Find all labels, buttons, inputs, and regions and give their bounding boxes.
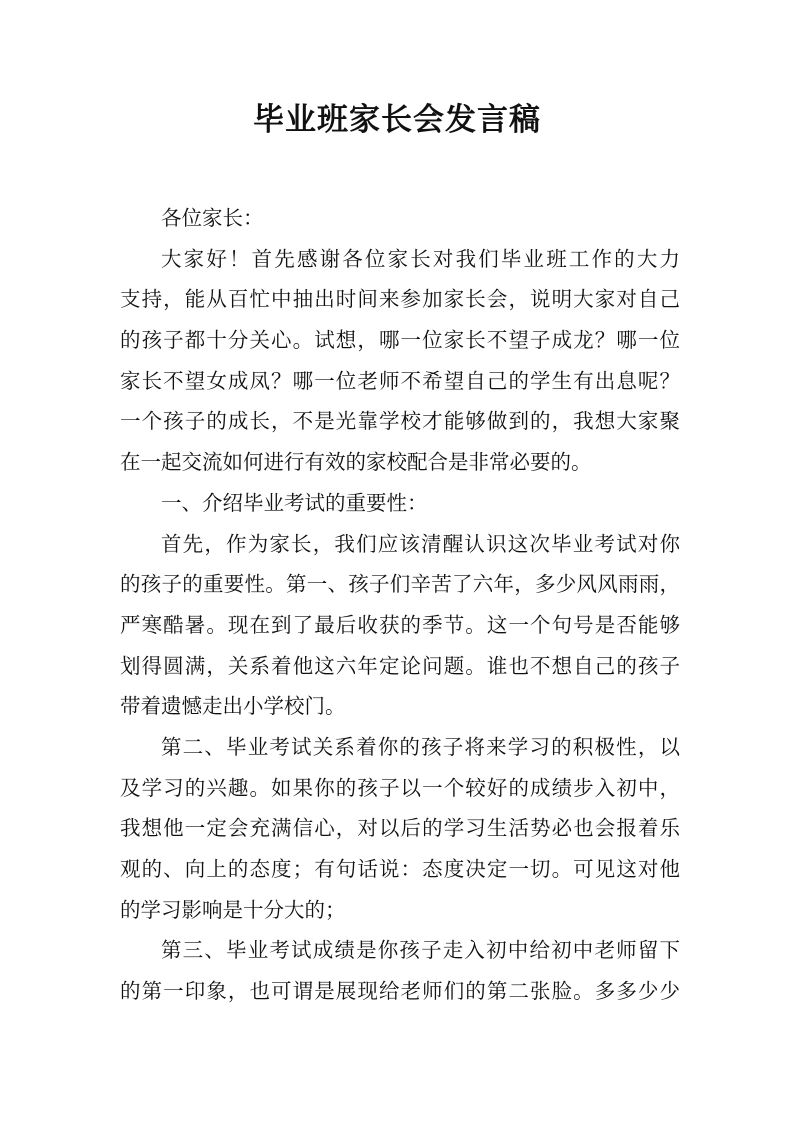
text-line: 严寒酷暑。现在到了最后收获的季节。这一个句号是否能够 xyxy=(120,612,680,637)
text-line: 支持，能从百忙中抽出时间来参加家长会，说明大家对自己 xyxy=(120,287,680,312)
text-line: 第二、毕业考试关系着你的孩子将来学习的积极性，以 xyxy=(161,734,680,759)
text-line: 划得圆满，关系着他这六年定论问题。谁也不想自己的孩子 xyxy=(120,653,680,678)
text-line: 一、介绍毕业考试的重要性： xyxy=(161,490,428,515)
text-line: 在一起交流如何进行有效的家校配合是非常必要的。 xyxy=(120,450,592,475)
text-line: 观的、向上的态度；有句话说：态度决定一切。可见这对他 xyxy=(120,857,680,881)
text-line: 家长不望女成凤？哪一位老师不希望自己的学生有出息呢？ xyxy=(120,368,680,393)
text-line: 及学习的兴趣。如果你的孩子以一个较好的成绩步入初中， xyxy=(120,775,680,800)
document-body xyxy=(120,198,680,1012)
text-line: 首先，作为家长，我们应该清醒认识这次毕业考试对你 xyxy=(161,531,680,556)
text-line: 的学习影响是十分大的； xyxy=(120,897,346,922)
text-line: 的孩子都十分关心。试想，哪一位家长不望子成龙？哪一位 xyxy=(120,328,680,353)
text-line: 的孩子的重要性。第一、孩子们辛苦了六年，多少风风雨雨， xyxy=(120,572,680,597)
text-line: 的第一印象，也可谓是展现给老师们的第二张脸。多多少少 xyxy=(120,979,680,1004)
text-line: 一个孩子的成长，不是光靠学校才能够做到的，我想大家聚 xyxy=(120,409,680,434)
text-line: 各位家长： xyxy=(161,206,264,230)
document-title: 毕业班家长会发言稿 xyxy=(253,102,541,138)
text-line: 第三、毕业考试成绩是你孩子走入初中给初中老师留下 xyxy=(161,938,680,963)
text-line: 大家好！首先感谢各位家长对我们毕业班工作的大力 xyxy=(161,246,680,271)
text-line: 带着遗憾走出小学校门。 xyxy=(120,694,346,719)
text-line: 我想他一定会充满信心，对以后的学习生活势必也会报着乐 xyxy=(120,816,680,841)
